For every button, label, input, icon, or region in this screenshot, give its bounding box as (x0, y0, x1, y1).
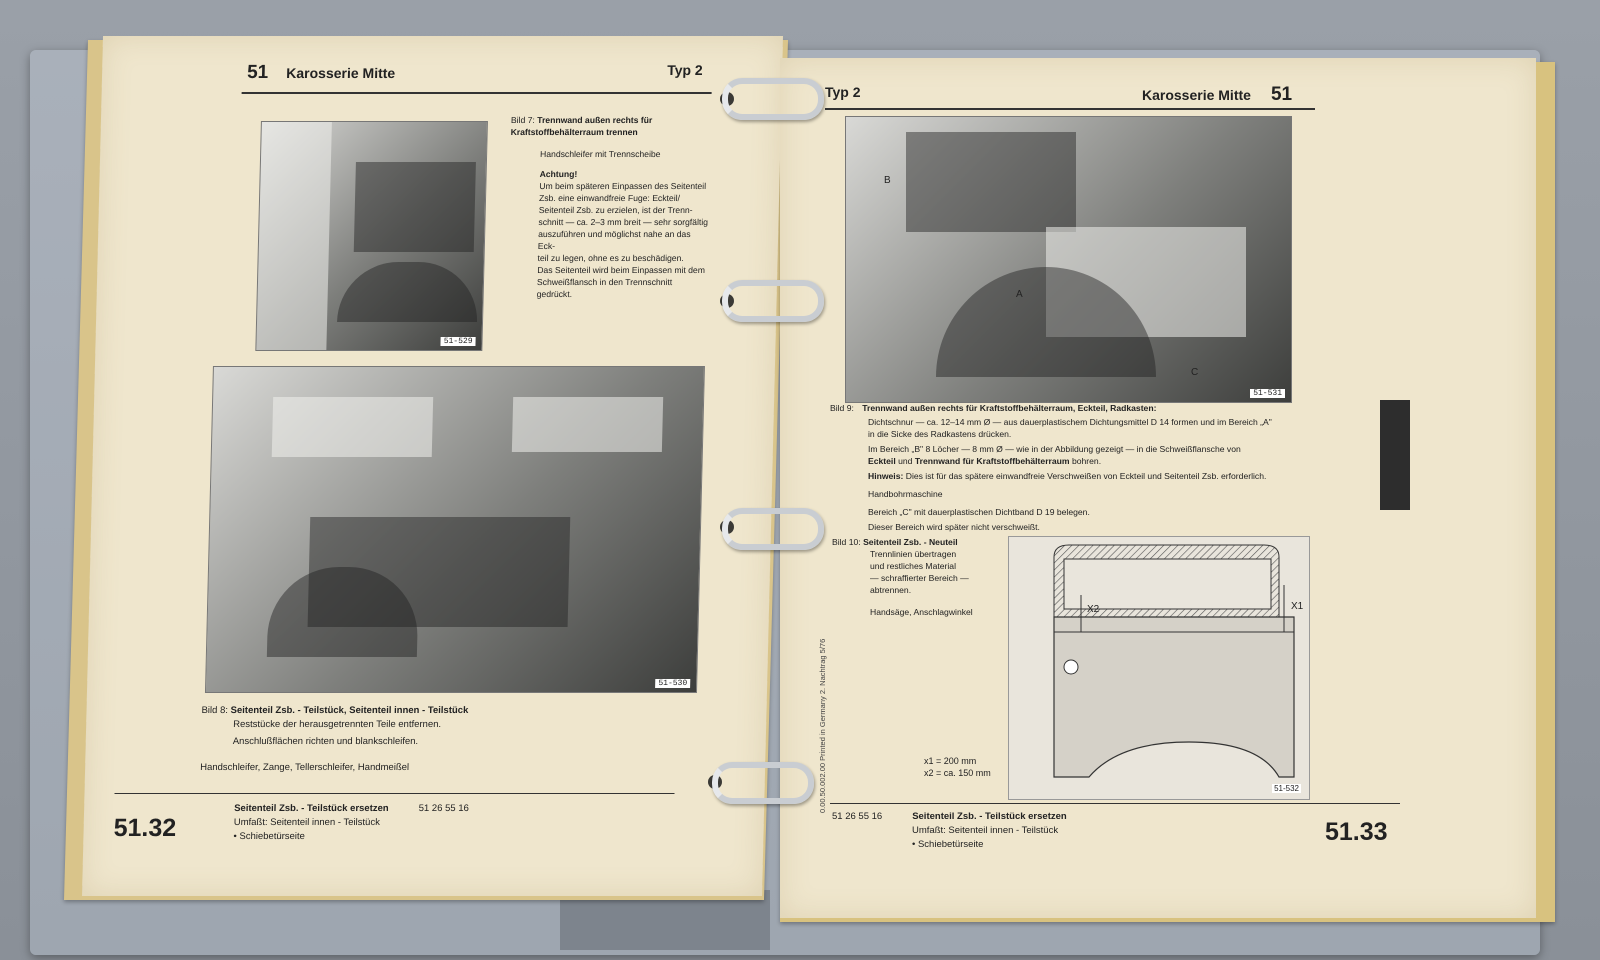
photo-bild7 (255, 121, 488, 351)
photo-code: 51-530 (655, 679, 690, 688)
bild8-title: Seitenteil Zsb. - Teilstück, Seitenteil innen - Teilstück (230, 705, 469, 716)
x2-label: X2 (1087, 604, 1100, 615)
section-title: Karosserie Mitte (286, 65, 396, 81)
x1-label: X1 (1291, 601, 1304, 612)
bild7-label: Bild 7: (510, 115, 535, 125)
binder-ring-4 (712, 762, 814, 804)
bild10-label: Bild 10: (832, 537, 861, 547)
photo-code: 51-529 (441, 337, 476, 346)
bild9-label: Bild 9: (830, 403, 854, 413)
bild7-text (507, 114, 712, 300)
measurements: x1 = 200 mm x2 = ca. 150 mm (924, 756, 991, 778)
right-footer-text: 51 26 55 16 Seitenteil Zsb. - Teilstück ersetzen Umfaßt: Seitenteil innen - Teilstück • Schiebetürseite (832, 811, 1067, 850)
bild10-title: Seitenteil Zsb. - Neuteil (863, 537, 958, 547)
panel-drawing (924, 536, 1310, 800)
bild8-line1: Reststücke der herausgetrennten Teile entfernen. (233, 719, 442, 730)
section-number: 51 (1270, 84, 1293, 105)
panel-outline-drawing (1009, 537, 1309, 799)
photo-bild8 (205, 366, 705, 693)
bild9-title: Trennwand außen rechts für Kraftstoffbehälterraum, Eckteil, Radkasten: (862, 403, 1157, 413)
bild8-tools: Handschleifer, Zange, Tellerschleifer, Handmeißel (200, 762, 410, 773)
bild9-text: Bild 9: Trennwand außen rechts für Kraftstoffbehälterraum, Eckteil, Radkasten: Dichtschnur — ca. 12–14 mm Ø — aus dauerplastischem Dichtungsmittel D 14 formen und im Bereich „A" in die Sicke des Radkastens drücken. Im Bereich „B" 8 Löcher — 8 mm Ø — wie in der Abbildung gezeigt — in die Schweißflansche von Eckteil und Trennwand für Kraftstoffbehälterraum bohren. Hinweis: Dies ist für das spätere einwandfreie Verschweißen von Eckteil und Seitenteil Zsb. erforderlich. Handbohrmaschine Bereich „C" mit dauerplastischen Dichtband D 19 belegen. Dieser Bereich wird später nicht verschweißt. (830, 403, 1272, 532)
photo-label-a: A (1016, 289, 1023, 300)
binder-ring-2 (722, 280, 824, 322)
bild7-caution-head: Achtung! (539, 169, 578, 179)
binder-ring-1 (722, 78, 824, 120)
photo-code: 51-531 (1250, 389, 1285, 398)
bild7-caution: Um beim späteren Einpassen des Seitenteil Zsb. eine einwandfreie Fuge: Eckteil/ Seitenteil Zsb. zu erzielen, ist der Trenn- schnitt — ca. 2–3 mm breit — sehr sorgfältig auszuführen und möglichst nahe an das Eck- teil zu legen, ohne es zu beschädigen. Das Seitenteil wird beim Einpassen mit dem Schweißflansch in den Trennschnitt gedrückt. (536, 181, 709, 299)
photo-label-c: C (1191, 367, 1199, 378)
print-code: 0.00.50.002.00 Printed in Germany 2. Nachtrag 5/76 (818, 638, 827, 813)
right-page (780, 58, 1536, 918)
page-number: 51.33 (1325, 818, 1388, 846)
header-rule (825, 108, 1315, 110)
footer-rule (830, 803, 1400, 804)
drawing-code: 51-532 (1274, 784, 1299, 793)
left-page-header (247, 62, 396, 84)
left-page (82, 36, 783, 896)
bild8-text (200, 704, 682, 775)
bild7-title: Trennwand außen rechts für Kraftstoffbehälterraum trennen (510, 115, 653, 137)
section-number: 51 (246, 62, 269, 83)
page-number: 51.32 (113, 814, 177, 842)
right-page-header (1142, 84, 1292, 106)
bild10-text: Bild 10: Seitenteil Zsb. - Neuteil Trennlinien übertragen und restliches Material — schraffierter Bereich — abtrennen. Handsäge, Anschlagwinkel (832, 537, 973, 617)
bild8-label: Bild 8: (201, 705, 229, 716)
footer-rule (114, 793, 674, 794)
section-title: Karosserie Mitte (1142, 87, 1251, 103)
photo-bild9 (845, 116, 1292, 403)
photo-label-b: B (884, 175, 891, 186)
index-tab (1380, 400, 1410, 510)
bild8-line2: Anschlußflächen richten und blankschleifen. (232, 736, 419, 747)
binder-ring-3 (722, 508, 824, 550)
left-footer-text: Seitenteil Zsb. - Teilstück ersetzen 51 26 55 16 Umfaßt: Seitenteil innen - Teilstück • Schiebetürseite (233, 803, 469, 842)
bild7-tool: Handschleifer mit Trennscheibe (540, 149, 661, 159)
header-rule (242, 92, 712, 94)
typ-label: Typ 2 (666, 62, 703, 78)
typ-label: Typ 2 (825, 84, 861, 100)
